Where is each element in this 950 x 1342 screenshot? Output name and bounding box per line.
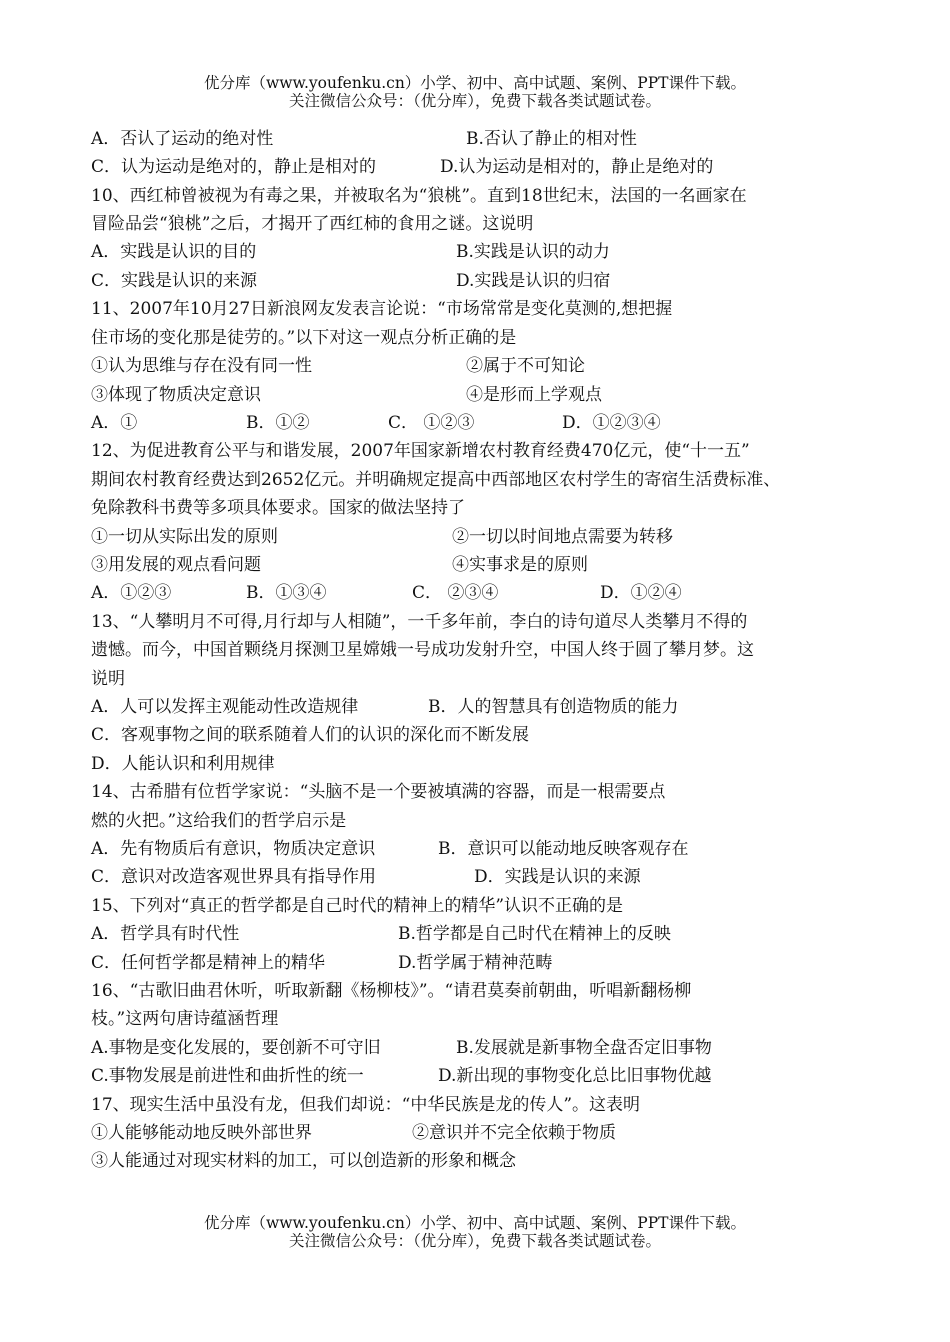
q11-option-c: C． ①②③ — [388, 413, 475, 433]
q17-stem-line-1: 17、现实生活中虽没有龙，但我们却说：“中华民族是龙的传人”。这表明 — [91, 1095, 641, 1115]
q11-item-1: ①认为思维与存在没有同一性 — [91, 356, 312, 376]
q13-option-b: B．人的智慧具有创造物质的能力 — [428, 697, 679, 717]
header-line-1: 优分库（www.youfenku.cn）小学、初中、高中试题、案例、PPT课件下载。 — [203, 74, 747, 92]
q13-option-d: D．人能认识和利用规律 — [91, 754, 275, 774]
q11-stem-line-1: 11、2007年10月27日新浪网友发表言论说：“市场常常是变化莫测的,想把握 — [91, 299, 673, 319]
footer-line-2: 关注微信公众号：（优分库），免费下载各类试题试卷。 — [288, 1232, 661, 1250]
q15-option-c: C．任何哲学都是精神上的精华 — [91, 953, 326, 973]
q15-option-a: A．哲学具有时代性 — [91, 924, 240, 944]
q10-option-a: A．实践是认识的目的 — [91, 242, 257, 262]
q14-option-c: C．意识对改造客观世界具有指导作用 — [91, 867, 377, 887]
q12-item-2: ②一切以时间地点需要为转移 — [452, 527, 673, 547]
q13-stem-line-3: 说明 — [91, 669, 125, 689]
q13-option-a: A．人可以发挥主观能动性改造规律 — [91, 697, 359, 717]
q15-option-d: D.哲学属于精神范畴 — [398, 953, 553, 973]
q14-stem-line-2: 燃的火把。”这给我们的哲学启示是 — [91, 811, 347, 831]
q16-stem-line-2: 枝。”这两句唐诗蕴涵哲理 — [91, 1009, 279, 1029]
q15-stem-line-1: 15、下列对“真正的哲学都是自己时代的精神上的精华”认识不正确的是 — [91, 896, 624, 916]
q12-item-3: ③用发展的观点看问题 — [91, 555, 261, 575]
q11-item-3: ③体现了物质决定意识 — [91, 385, 261, 405]
q11-item-2: ②属于不可知论 — [466, 356, 585, 376]
footer-line-1: 优分库（www.youfenku.cn）小学、初中、高中试题、案例、PPT课件下载。 — [203, 1214, 747, 1232]
q11-option-a: A．① — [91, 413, 138, 433]
q10-option-d: D.实践是认识的归宿 — [456, 271, 611, 291]
q9-option-a: A．否认了运动的绝对性 — [91, 129, 274, 149]
q14-option-b: B．意识可以能动地反映客观存在 — [438, 839, 689, 859]
q9-option-c: C．认为运动是绝对的，静止是相对的 — [91, 157, 377, 177]
q11-option-d: D．①②③④ — [562, 413, 661, 433]
q16-option-d: D.新出现的事物变化总比旧事物优越 — [438, 1066, 712, 1086]
q17-item-3: ③人能通过对现实材料的加工，可以创造新的形象和概念 — [91, 1151, 516, 1171]
header-line-2: 关注微信公众号：（优分库），免费下载各类试题试卷。 — [288, 92, 661, 110]
q16-option-c: C.事物发展是前进性和曲折性的统一 — [91, 1066, 364, 1086]
q11-item-4: ④是形而上学观点 — [466, 385, 602, 405]
q14-stem-line-1: 14、古希腊有位哲学家说：“头脑不是一个要被填满的容器，而是一根需要点 — [91, 782, 666, 802]
q13-stem-line-2: 遗憾。而今，中国首颗绕月探测卫星嫦娥一号成功发射升空，中国人终于圆了攀月梦。这 — [91, 640, 754, 660]
q16-stem-line-1: 16、“古歌旧曲君休听，听取新翻《杨柳枝》”。“请君莫奏前朝曲，听唱新翻杨柳 — [91, 981, 692, 1001]
q11-option-b: B．①② — [246, 413, 310, 433]
q16-option-b: B.发展就是新事物全盘否定旧事物 — [456, 1038, 712, 1058]
q14-option-a: A．先有物质后有意识，物质决定意识 — [91, 839, 376, 859]
q10-stem-line-1: 10、西红柿曾被视为有毒之果，并被取名为“狼桃”。直到18世纪末，法国的一名画家在 — [91, 186, 747, 206]
q10-option-c: C．实践是认识的来源 — [91, 271, 258, 291]
q11-stem-line-2: 住市场的变化那是徒劳的。”以下对这一观点分析正确的是 — [91, 328, 517, 348]
q12-stem-line-1: 12、为促进教育公平与和谐发展，2007年国家新增农村教育经费470亿元，使“十一五” — [91, 441, 750, 461]
q14-option-d: D．实践是认识的来源 — [474, 867, 641, 887]
q16-option-a: A.事物是变化发展的，要创新不可守旧 — [91, 1038, 381, 1058]
page-footer — [0, 1214, 950, 1250]
q12-option-b: B．①③④ — [246, 583, 327, 603]
q12-item-1: ①一切从实际出发的原则 — [91, 527, 278, 547]
q12-option-c: C． ②③④ — [412, 583, 499, 603]
q10-option-b: B.实践是认识的动力 — [456, 242, 610, 262]
q12-stem-line-2: 期间农村教育经费达到2652亿元。并明确规定提高中西部地区农村学生的寄宿生活费标准、 — [91, 470, 781, 490]
q13-option-c: C．客观事物之间的联系随着人们的认识的深化而不断发展 — [91, 725, 530, 745]
q9-option-b: B.否认了静止的相对性 — [466, 129, 637, 149]
q17-item-2: ②意识并不完全依赖于物质 — [412, 1123, 616, 1143]
q13-stem-line-1: 13、“人攀明月不可得,月行却与人相随”，一千多年前，李白的诗句道尽人类攀月不得的 — [91, 612, 748, 632]
q12-stem-line-3: 免除教科书费等多项具体要求。国家的做法坚持了 — [91, 498, 465, 518]
page-header — [0, 74, 950, 110]
q10-stem-line-2: 冒险品尝“狼桃”之后，才揭开了西红柿的食用之谜。这说明 — [91, 214, 534, 234]
q12-option-d: D．①②④ — [600, 583, 682, 603]
q12-option-a: A．①②③ — [91, 583, 172, 603]
q17-item-1: ①人能够能动地反映外部世界 — [91, 1123, 312, 1143]
q15-option-b: B.哲学都是自己时代在精神上的反映 — [398, 924, 671, 944]
q12-item-4: ④实事求是的原则 — [452, 555, 588, 575]
q9-option-d: D.认为运动是相对的，静止是绝对的 — [440, 157, 714, 177]
